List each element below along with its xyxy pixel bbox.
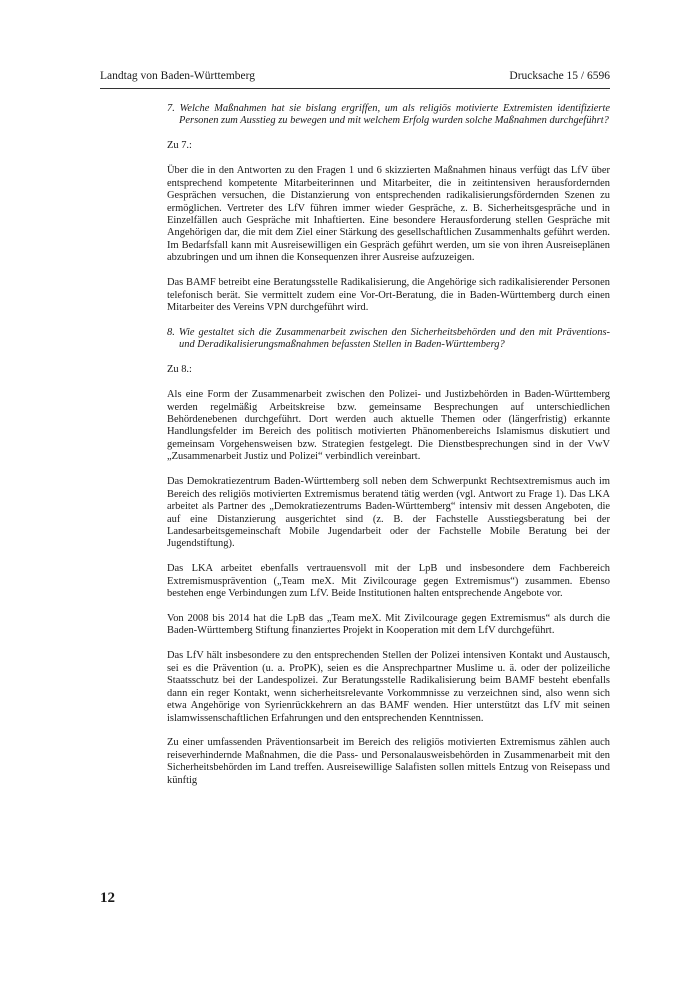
answer-7-paragraph-1: Über die in den Antworten zu den Fragen 1 und 6 skizzierten Maßnahmen hinaus verfügt das LfV über entsprechend kompetente Mitarbeiterinnen und Mitarbeiter, die in zeitintensiven herausfordernden Gesprächen versuchen, die Distanzierung von entsprechenden radikalisierungsfördernden Szenen zu ermöglichen. Vertreter des LfV führen immer wieder Gespräche, z. B. Sicherheitsgespräche und in Einzelfällen auch Gespräche mit Inhaftierten. Eine besondere Herausforderung stellen Gespräche mit Angehörigen dar, die mit dem Ziel einer Stärkung des gesellschaftlichen Zusammenhalts geführt werden. Im Bedarfsfall kann mit Ausreisewilligen ein Gespräch geführt werden, um sie von ihren Ausreiseplänen abzubringen und um ihnen die Konsequenzen ihrer Ausreise aufzuzeigen.: [167, 165, 610, 264]
answer-8-paragraph-6: Zu einer umfassenden Präventionsarbeit im Bereich des religiös motivierten Extremismus zählen auch reiseverhindernde Maßnahmen, die die Pass- und Personalausweisbehörden in Zusammenarbeit mit den Sicherheitsbehörden im Land treffen. Ausreisewillige Salafisten sollen mittels Entzug von Reisepass und künftig: [167, 737, 610, 786]
page-number: 12: [100, 890, 115, 906]
answer-8-paragraph-1: Als eine Form der Zusammenarbeit zwischen den Polizei- und Justizbehörden in Baden-Württemberg werden regelmäßig Arbeitskreise bzw. gemeinsame Besprechungen auf unterschiedlichen Behördenebenen durchgeführt. Dort werden auch aktuelle Themen oder (längerfristig) erkannte Handlungsfelder im Bereich des politisch motivierten Phänomenbereichs Islamismus diskutiert und gemeinsam Vorgehensweisen bzw. Strategien festgelegt. Die Dienstbesprechungen sind in der VwV „Zusammenarbeit Justiz und Polizei“ verbindlich vereinbart.: [167, 389, 610, 463]
answer-8-paragraph-4: Von 2008 bis 2014 hat die LpB das „Team meX. Mit Zivilcourage gegen Extremismus“ als durch die Baden-Württemberg Stiftung finanziertes Projekt in Kooperation mit dem LfV durchgeführt.: [167, 613, 610, 637]
question-7: 7. Welche Maßnahmen hat sie bislang ergriffen, um als religiös motivierte Extremisten identifizierte Personen zum Ausstieg zu bewegen und mit welchem Erfolg wurden solche Maßnahmen durchgeführt?: [167, 103, 610, 127]
header-document-number: Drucksache 15 / 6596: [509, 70, 610, 82]
answer-7-paragraph-2: Das BAMF betreibt eine Beratungsstelle Radikalisierung, die Angehörige sich radikalisierender Personen telefonisch berät. Sie vermittelt zudem eine Vor-Ort-Beratung, die in Baden-Württemberg durch einen Mitarbeiter des Vereins VPN durchgeführt wird.: [167, 277, 610, 314]
answer-8-paragraph-2: Das Demokratiezentrum Baden-Württemberg soll neben dem Schwerpunkt Rechtsextremismus auch im Bereich des religiös motivierten Extremismus beratend tätig werden (vgl. Antwort zu Frage 1). Das LKA arbeitet als Partner des „Demokratiezentrums Baden-Württemberg“ intensiv mit dessen Angeboten, die auf eine Distanzierung ausgerichtet sind (z. B. der Fachstelle Ausstiegsberatung bei der Landesarbeitsgemeinschaft Mobile Jugendarbeit oder der Fachstelle Mobile Beratung bei der Jugendstiftung).: [167, 476, 610, 550]
answer-8-paragraph-3: Das LKA arbeitet ebenfalls vertrauensvoll mit der LpB und insbesondere dem Fachbereich Extremismusprävention („Team meX. Mit Zivilcourage gegen Extremismus“) zusammen. Ebenso bestehen enge Verbindungen zum LfV. Beide Institutionen halten entsprechende Angebote vor.: [167, 563, 610, 600]
question-8: 8. Wie gestaltet sich die Zusammenarbeit zwischen den Sicherheitsbehörden und den mit Präventions- und Deradikalisierungsmaßnahmen befassten Stellen in Baden-Württemberg?: [167, 326, 610, 351]
document-body: [167, 103, 610, 787]
page-header: [100, 70, 610, 89]
answer-7-label: Zu 7.:: [167, 140, 192, 152]
answer-8-label: Zu 8.:: [167, 364, 192, 376]
answer-8-paragraph-5: Das LfV hält insbesondere zu den entsprechenden Stellen der Polizei intensiven Kontakt und Austausch, sei es die Prävention (u. a. ProPK), seien es die Ansprechpartner Muslime u. ä. oder der polizeiliche Staatsschutz bei der Landespolizei. Zur Beratungsstelle Radikalisierung beim BAMF besteht ebenfalls dann ein reger Kontakt, wenn sicherheitsrelevante Vorkommnisse zu verzeichnen sind, also wenn sich etwa Angehörige von Syrienrückkehrern an das BAMF wenden. Hier unterstützt das LfV mit seinen islamwissenschaftlichen Erfahrungen und den entsprechenden Kenntnissen.: [167, 650, 610, 724]
header-parliament: Landtag von Baden-Württemberg: [100, 70, 255, 82]
